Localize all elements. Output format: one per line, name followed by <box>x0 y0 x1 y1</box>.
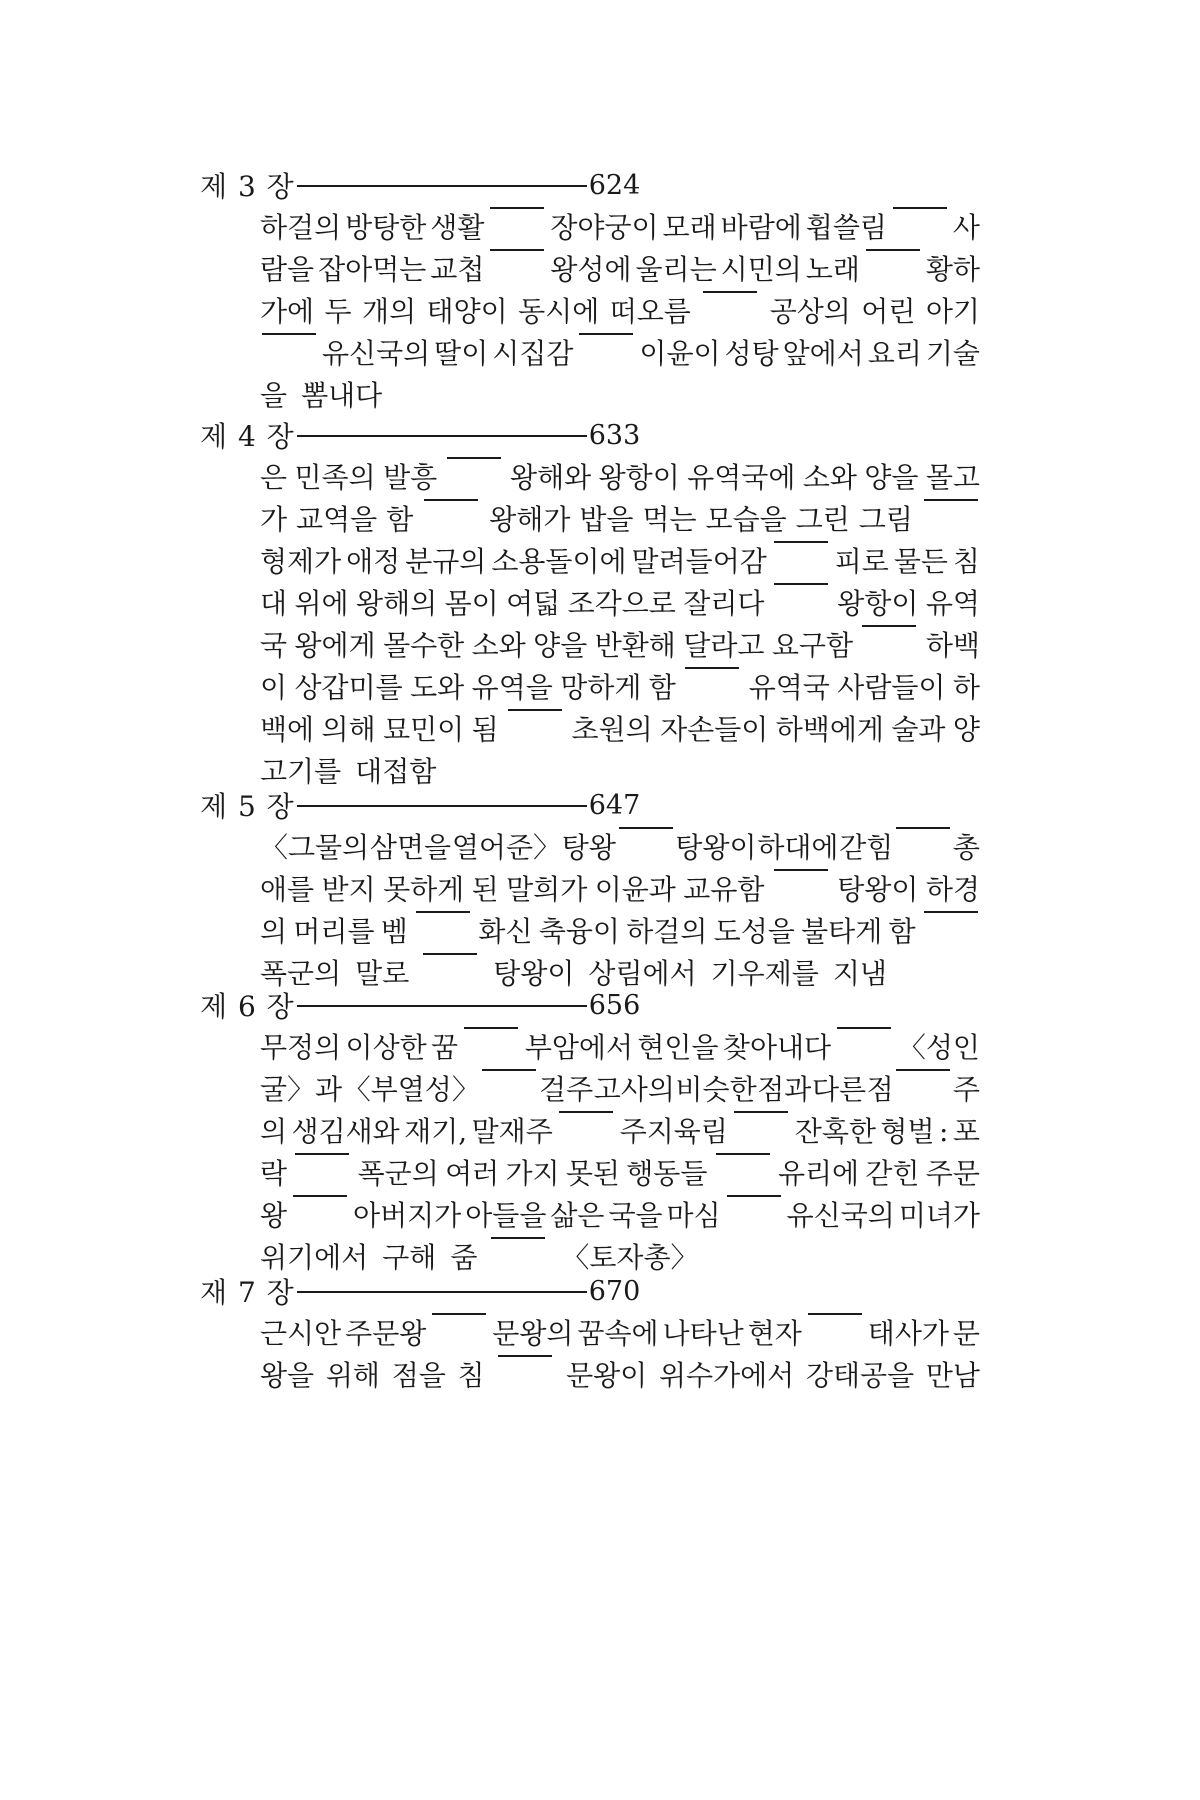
summary-word: 유역국에 <box>687 461 796 494</box>
summary-word: 태양이 <box>426 295 508 328</box>
em-dash <box>685 667 739 669</box>
summary-word: 떠오름 <box>609 295 691 328</box>
summary-word: 몰고 <box>925 461 980 494</box>
summary-word: 의 <box>260 915 288 948</box>
summary-word: 앞에서 <box>782 337 864 370</box>
chapter-page-number: 624 <box>588 169 641 201</box>
summary-word: 말로 <box>355 957 410 990</box>
summary-word: 초원의 <box>571 713 653 746</box>
summary-line <box>260 207 980 249</box>
summary-word: 됨 <box>471 713 499 746</box>
chapter-page-number: 670 <box>588 1275 641 1307</box>
summary-line <box>260 827 980 869</box>
summary-word: 말희가 <box>506 873 588 906</box>
summary-word: 이윤이 <box>639 337 721 370</box>
summary-line <box>260 333 980 375</box>
chapter-5 <box>200 783 980 995</box>
summary-word: 교첩 <box>430 253 485 286</box>
leader-rule <box>297 435 587 437</box>
summary-word: 의 <box>260 1115 288 1148</box>
summary-word: 망하게 <box>560 671 642 704</box>
chapter-title: 제 6 장 <box>200 990 295 1023</box>
em-dash <box>896 827 950 829</box>
summary-word: 하 <box>952 671 980 704</box>
summary-word: 왕항이 <box>598 461 680 494</box>
em-dash <box>774 869 828 871</box>
summary-word: 애정 <box>346 545 401 578</box>
summary-word: 사람들이 <box>837 671 946 704</box>
summary-word: : <box>938 1115 949 1148</box>
summary-word: 방탕한 <box>345 211 427 244</box>
summary-word: 잔혹한 <box>794 1115 876 1148</box>
summary-word: 가에 <box>260 295 315 328</box>
summary-line <box>260 291 980 333</box>
chapter-summary <box>260 1313 980 1397</box>
summary-word: 구해 <box>382 1241 437 1274</box>
summary-word: 시민의 <box>720 253 802 286</box>
summary-word: 유신국의 <box>321 337 431 370</box>
summary-word: 두 <box>324 295 352 328</box>
summary-word: 문 <box>952 1317 980 1350</box>
summary-word: 잘리다 <box>683 587 765 620</box>
summary-word: 현인을 <box>637 1031 719 1064</box>
summary-line <box>260 709 980 751</box>
summary-word: 삼면을 <box>369 831 452 864</box>
summary-word: 꿈 <box>431 1031 459 1064</box>
summary-word: 동시에 <box>518 295 600 328</box>
summary-word: 술과 <box>891 713 946 746</box>
summary-word: 아버지가 <box>353 1199 462 1232</box>
summary-word: 못된 <box>565 1157 620 1190</box>
em-dash <box>774 541 828 543</box>
summary-word: 총 <box>952 831 980 864</box>
summary-word: 주지육림 <box>619 1115 728 1148</box>
summary-line <box>260 1153 980 1195</box>
summary-word: 폭군의 <box>260 957 342 990</box>
chapter-heading <box>200 163 980 207</box>
summary-word: 탕왕이 <box>675 831 757 864</box>
summary-word: 유리에 <box>777 1157 860 1190</box>
chapter-page-number: 656 <box>588 989 641 1021</box>
em-dash <box>924 499 978 501</box>
summary-word: 침 <box>457 1359 485 1392</box>
summary-word: 소와 <box>471 629 526 662</box>
chapter-title: 제 3 장 <box>200 170 295 203</box>
summary-word: 만남 <box>925 1359 980 1392</box>
summary-word: 지냄 <box>832 957 887 990</box>
summary-word: 바람에 <box>720 211 802 244</box>
summary-word: 함 <box>648 671 676 704</box>
summary-word: 근시안 <box>260 1317 342 1350</box>
summary-word: 하백 <box>925 629 980 662</box>
em-dash <box>893 207 947 209</box>
em-dash <box>490 207 544 209</box>
summary-word: 교역을 <box>296 503 378 536</box>
summary-word: 요리 <box>867 337 922 370</box>
em-dash <box>424 499 478 501</box>
summary-word: 〈그물의 <box>260 831 370 864</box>
summary-word: 모습을 <box>705 503 787 536</box>
summary-word: 탕왕 <box>561 831 616 864</box>
em-dash <box>416 911 470 913</box>
summary-word: 가지 <box>505 1157 560 1190</box>
summary-word: 하걸의 <box>260 211 342 244</box>
summary-word: 묘민이 <box>383 713 465 746</box>
summary-word: 함 <box>386 503 414 536</box>
summary-word: 뽐내다 <box>301 379 383 412</box>
summary-word: 생활 <box>430 211 485 244</box>
summary-word: 비슷한 <box>675 1073 757 1106</box>
summary-word: 주문왕 <box>345 1317 427 1350</box>
summary-word: 민족의 <box>294 461 376 494</box>
summary-line <box>260 499 980 541</box>
leader-rule <box>297 1005 587 1007</box>
summary-word: 위기에서 <box>260 1241 369 1274</box>
summary-word: 그림 <box>858 503 913 536</box>
summary-word: 왕항이 <box>837 587 919 620</box>
summary-word: 왕해의 <box>356 587 438 620</box>
summary-word: 위수가에서 <box>658 1359 795 1392</box>
summary-word: 삶은 <box>550 1199 605 1232</box>
summary-word: 은 <box>260 461 288 494</box>
em-dash <box>295 1153 349 1155</box>
em-dash <box>734 1111 788 1113</box>
summary-word: 탕왕이 <box>837 873 919 906</box>
chapter-heading <box>200 983 980 1027</box>
summary-word: 이상한 <box>345 1031 427 1064</box>
summary-word: 주 <box>952 1073 980 1106</box>
summary-word: 여덟 <box>506 587 561 620</box>
summary-word: 불타게 <box>801 915 883 948</box>
summary-word: 행동들 <box>626 1157 708 1190</box>
summary-word: 점을 <box>391 1359 446 1392</box>
summary-word: 양 <box>952 713 980 746</box>
summary-word: 포 <box>952 1115 980 1148</box>
summary-word: 위해 <box>325 1359 380 1392</box>
summary-word: 밥을 <box>579 503 634 536</box>
chapter-page-number: 633 <box>588 419 641 451</box>
summary-word: 도성을 <box>713 915 795 948</box>
summary-line <box>260 625 980 667</box>
summary-line <box>260 1069 980 1111</box>
summary-word: 형제가 <box>260 545 342 578</box>
summary-word: 점과 <box>757 1073 812 1106</box>
summary-word: 〈토자총〉 <box>561 1241 699 1274</box>
summary-word: 휩쓸림 <box>805 211 887 244</box>
summary-word: 개의 <box>362 295 417 328</box>
summary-word: 하걸의 <box>626 915 708 948</box>
summary-word: 재기, <box>404 1115 468 1148</box>
summary-word: 유역을 <box>471 671 553 704</box>
summary-word: 양을 <box>533 629 588 662</box>
summary-word: 현자 <box>747 1317 802 1350</box>
summary-line <box>260 1355 980 1397</box>
summary-line <box>260 869 980 911</box>
chapter-6 <box>200 983 980 1279</box>
summary-word: 폭군의 <box>357 1157 439 1190</box>
summary-word: 교유함 <box>683 873 765 906</box>
summary-word: 유신국의 <box>786 1199 895 1232</box>
em-dash <box>727 1195 781 1197</box>
em-dash <box>293 1195 347 1197</box>
summary-word: 성탕 <box>724 337 779 370</box>
summary-word: 그린 <box>795 503 850 536</box>
summary-word: 걸주 <box>539 1073 594 1106</box>
summary-line <box>260 1027 980 1069</box>
summary-word: 점 <box>866 1073 894 1106</box>
summary-line <box>260 1313 980 1355</box>
summary-word: 마심 <box>666 1199 721 1232</box>
summary-word: 도와 <box>410 671 465 704</box>
em-dash <box>482 1069 536 1071</box>
summary-word: 물든 <box>893 545 948 578</box>
summary-word: 탕왕이 <box>493 957 575 990</box>
summary-word: 무정의 <box>260 1031 342 1064</box>
chapter-heading <box>200 413 980 457</box>
summary-word: 문왕의 <box>492 1317 574 1350</box>
summary-line <box>260 667 980 709</box>
summary-line <box>260 541 980 583</box>
summary-word: 함 <box>888 915 916 948</box>
summary-word: 대 <box>260 587 288 620</box>
em-dash <box>491 1237 545 1239</box>
em-dash <box>579 333 633 335</box>
summary-word: 왕을 <box>260 1359 315 1392</box>
summary-word: 분규의 <box>405 545 487 578</box>
summary-word: 갇힘 <box>839 831 894 864</box>
summary-word: 아기 <box>925 295 980 328</box>
chapter-title: 제 5 장 <box>200 790 295 823</box>
summary-word: 열어준〉 <box>451 831 561 864</box>
summary-word: 갇힌 <box>865 1157 920 1190</box>
chapter-7 <box>200 1269 980 1397</box>
chapter-heading <box>200 783 980 827</box>
summary-word: 소와 <box>802 461 857 494</box>
em-dash <box>559 1111 613 1113</box>
em-dash <box>464 1027 518 1029</box>
summary-line <box>260 1111 980 1153</box>
em-dash <box>924 911 978 913</box>
summary-word: 울리는 <box>635 253 717 286</box>
summary-word: 말재주 <box>471 1115 553 1148</box>
summary-word: 소용돌이에 <box>491 545 627 578</box>
em-dash <box>447 457 501 459</box>
chapter-title: 제 4 장 <box>200 420 295 453</box>
summary-word: 머리를 <box>293 915 375 948</box>
summary-line <box>260 457 980 499</box>
summary-word: 왕해와 <box>510 461 592 494</box>
summary-word: 말려들어감 <box>631 545 767 578</box>
summary-word: 발흥 <box>383 461 438 494</box>
summary-word: 황하 <box>925 253 980 286</box>
em-dash <box>423 953 477 955</box>
summary-word: 애를 <box>260 873 315 906</box>
chapter-summary <box>260 827 980 995</box>
summary-word: 이 <box>260 671 288 704</box>
summary-word: 기우제를 <box>710 957 819 990</box>
summary-word: 을 <box>260 379 288 412</box>
summary-word: 다른 <box>811 1073 867 1106</box>
summary-line <box>260 249 980 291</box>
summary-word: 받지 <box>321 873 376 906</box>
summary-line <box>260 375 980 417</box>
em-dash <box>774 583 828 585</box>
summary-word: 의해 <box>321 713 376 746</box>
summary-word: 잡아먹는 <box>318 253 427 286</box>
summary-word: 요구함 <box>771 629 854 662</box>
summary-word: 이윤과 <box>594 873 676 906</box>
summary-word: 꿈속에 <box>577 1317 659 1350</box>
summary-word: 여러 <box>445 1157 500 1190</box>
chapter-3 <box>200 163 980 417</box>
chapter-summary <box>260 1027 980 1279</box>
summary-word: 백에 <box>260 713 315 746</box>
leader-rule <box>297 1291 587 1293</box>
summary-word: 위에 <box>294 587 349 620</box>
em-dash <box>862 625 916 627</box>
summary-line <box>260 911 980 953</box>
summary-word: 유역 <box>925 587 980 620</box>
summary-word: 상갑미를 <box>294 671 403 704</box>
chapter-page-number: 647 <box>588 789 641 821</box>
summary-word: 대접함 <box>355 755 437 788</box>
summary-word: 강태공을 <box>805 1359 915 1392</box>
em-dash <box>716 1153 770 1155</box>
summary-word: 〈부열성〉 <box>342 1073 480 1106</box>
em-dash <box>808 1313 862 1315</box>
summary-word: 몸이 <box>444 587 499 620</box>
chapter-title: 재 7 장 <box>200 1276 295 1309</box>
summary-line <box>260 583 980 625</box>
em-dash <box>432 1313 486 1315</box>
summary-word: 침 <box>952 545 980 578</box>
summary-word: 장야궁이 <box>550 211 659 244</box>
summary-word: 어린 <box>861 295 916 328</box>
summary-word: 먹는 <box>642 503 697 536</box>
summary-word: 고사의 <box>593 1073 675 1106</box>
summary-word: 줌 <box>450 1241 478 1274</box>
chapter-summary <box>260 457 980 793</box>
em-dash <box>619 827 673 829</box>
em-dash <box>508 709 562 711</box>
summary-word: 벰 <box>380 915 408 948</box>
summary-word: 하경 <box>925 873 980 906</box>
leader-rule <box>297 805 587 807</box>
summary-word: 찾아내다 <box>722 1031 832 1064</box>
em-dash <box>837 1027 891 1029</box>
summary-word: 왕해가 <box>489 503 571 536</box>
summary-word: 노래 <box>805 253 860 286</box>
summary-word: 된 <box>471 873 499 906</box>
summary-word: 몰수한 <box>383 629 465 662</box>
summary-word: 태사가 <box>867 1317 949 1350</box>
summary-word: 왕에게 <box>294 629 376 662</box>
summary-word: 시집감 <box>492 337 574 370</box>
em-dash <box>490 249 544 251</box>
em-dash <box>498 1355 552 1357</box>
summary-word: 자손들이 <box>660 713 769 746</box>
summary-word: 하백에게 <box>775 713 884 746</box>
summary-word: 모래 <box>662 211 717 244</box>
summary-word: 딸이 <box>434 337 489 370</box>
em-dash <box>896 1069 950 1071</box>
summary-word: 유역국 <box>748 671 830 704</box>
summary-word: 조각으로 <box>567 587 676 620</box>
summary-word: 국 <box>260 629 288 662</box>
summary-word: 아들을 <box>465 1199 547 1232</box>
summary-word: 왕 <box>260 1199 288 1232</box>
summary-word: 부암에서 <box>524 1031 634 1064</box>
summary-word: 고기를 <box>260 755 342 788</box>
em-dash <box>262 333 316 335</box>
chapter-heading <box>200 1269 980 1313</box>
summary-word: 형벌 <box>880 1115 935 1148</box>
chapter-summary <box>260 207 980 417</box>
summary-word: 축융이 <box>538 915 620 948</box>
summary-word: 락 <box>260 1157 288 1190</box>
summary-word: 문왕이 <box>566 1359 648 1392</box>
summary-word: 기술 <box>925 337 980 370</box>
summary-word: 〈성인 <box>897 1031 980 1064</box>
em-dash <box>703 291 757 293</box>
summary-word: 가 <box>260 503 288 536</box>
chapter-4 <box>200 413 980 793</box>
summary-word: 하대에 <box>757 831 839 864</box>
summary-word: 굴〉과 <box>260 1073 343 1106</box>
summary-word: 왕성에 <box>550 253 632 286</box>
summary-word: 람을 <box>260 253 315 286</box>
summary-word: 피로 <box>834 545 889 578</box>
summary-word: 양을 <box>864 461 919 494</box>
leader-rule <box>297 185 587 187</box>
summary-word: 나타난 <box>662 1317 744 1350</box>
summary-word: 국을 <box>608 1199 663 1232</box>
summary-line <box>260 1195 980 1237</box>
summary-word: 반환해 <box>594 629 676 662</box>
summary-word: 미녀가 <box>898 1199 980 1232</box>
summary-word: 공상의 <box>769 295 851 328</box>
summary-word: 주문 <box>925 1157 980 1190</box>
summary-word: 생김새와 <box>291 1115 400 1148</box>
summary-word: 화신 <box>478 915 533 948</box>
summary-word: 사 <box>952 211 980 244</box>
summary-word: 못하게 <box>383 873 465 906</box>
summary-word: 달라고 <box>683 629 765 662</box>
summary-word: 상림에서 <box>588 957 697 990</box>
em-dash <box>866 249 920 251</box>
